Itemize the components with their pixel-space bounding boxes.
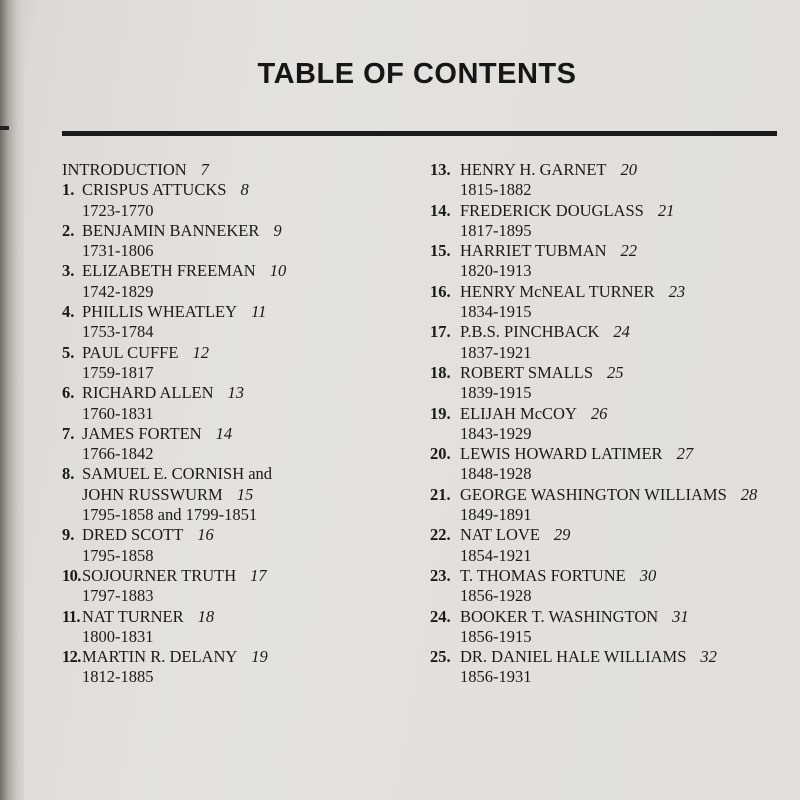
toc-entry-number: 6. — [62, 383, 75, 403]
toc-entry-name: P.B.S. PINCHBACK — [460, 322, 600, 342]
toc-page-number: 8 — [240, 180, 249, 200]
toc-entry-name: PHILLIS WHEATLEY — [82, 302, 238, 322]
toc-entry[interactable] — [62, 464, 422, 525]
toc-entry[interactable] — [62, 383, 422, 424]
toc-entry-years: 1817-1895 — [460, 220, 532, 240]
toc-column-left — [62, 160, 422, 688]
toc-entry-years: 1812-1885 — [82, 667, 154, 687]
toc-entry-number: 12. — [62, 647, 81, 667]
toc-entry-name: JAMES FORTEN — [82, 423, 202, 443]
toc-entry[interactable] — [62, 424, 422, 465]
toc-entry-number: 9. — [62, 525, 75, 545]
toc-page-number: 14 — [215, 423, 233, 443]
toc-entry-number: 13. — [430, 160, 451, 179]
toc-entry[interactable] — [430, 363, 800, 404]
toc-entry-years: 1759-1817 — [82, 362, 154, 382]
toc-entry[interactable] — [430, 160, 800, 201]
page-gutter-shadow — [0, 0, 24, 800]
toc-entry-number: 2. — [62, 220, 75, 240]
toc-entry-name: SAMUEL E. CORNISH and — [82, 464, 273, 484]
toc-entry[interactable] — [430, 201, 800, 242]
toc-entry-name: GEORGE WASHINGTON WILLIAMS — [460, 484, 727, 504]
margin-mark — [0, 126, 9, 130]
toc-entry-number: 22. — [430, 525, 451, 545]
toc-page-number: 32 — [700, 647, 717, 667]
toc-entry[interactable] — [430, 444, 800, 485]
toc-entry-number: 25. — [430, 647, 451, 667]
toc-entry-number: 10. — [62, 565, 81, 585]
toc-entry-number: 16. — [430, 281, 451, 301]
toc-entry-number: 14. — [430, 200, 451, 220]
toc-entry-number: 4. — [62, 302, 75, 322]
toc-entry-years: 1797-1883 — [82, 586, 154, 606]
toc-column-right — [430, 160, 800, 688]
toc-entry-name: HENRY McNEAL TURNER — [460, 281, 655, 301]
toc-entry-name: PAUL CUFFE — [82, 342, 179, 362]
toc-entry-name: DRED SCOTT — [82, 525, 184, 545]
toc-entry[interactable] — [62, 343, 422, 384]
toc-entry-years: 1766-1842 — [82, 444, 154, 464]
toc-entry-number: 7. — [62, 423, 75, 443]
toc-entry-number: 3. — [62, 261, 75, 281]
toc-entry[interactable] — [430, 241, 800, 282]
toc-entry[interactable] — [62, 261, 422, 302]
toc-entry[interactable] — [62, 302, 422, 343]
toc-entry-name: T. THOMAS FORTUNE — [460, 565, 626, 585]
toc-entry-number: 1. — [62, 180, 75, 200]
toc-entry-years: 1856-1928 — [460, 586, 532, 606]
toc-entry-name: ELIZABETH FREEMAN — [82, 261, 256, 281]
toc-entry[interactable] — [62, 180, 422, 221]
toc-entry-number: 5. — [62, 342, 75, 362]
toc-page-number: 23 — [668, 281, 686, 301]
toc-entry-years: 1843-1929 — [460, 423, 532, 443]
toc-entry-number: 8. — [62, 464, 75, 484]
toc-entry-years: 1839-1915 — [460, 383, 532, 403]
toc-page-number: 27 — [676, 444, 694, 464]
toc-entry-number: 23. — [430, 565, 451, 585]
toc-page-number: 18 — [197, 606, 215, 626]
toc-entry-years: 1849-1891 — [460, 505, 532, 525]
toc-entry-name-continued-line — [62, 485, 422, 505]
toc-entry-years: 1856-1931 — [460, 667, 532, 687]
toc-entry[interactable] — [430, 607, 800, 648]
toc-page-number: 10 — [269, 261, 287, 281]
toc-entry-name: NAT TURNER — [82, 606, 184, 626]
toc-entry-name: SOJOURNER TRUTH — [82, 565, 237, 585]
toc-page-number: 26 — [590, 403, 608, 423]
toc-entry-years: 1760-1831 — [82, 403, 154, 423]
toc-entry-number: 24. — [430, 606, 451, 626]
toc-page-number: 21 — [657, 200, 675, 220]
toc-entry-number: 21. — [430, 484, 451, 504]
toc-page-number: 19 — [251, 647, 268, 667]
toc-entry-name: FREDERICK DOUGLASS — [460, 200, 644, 220]
toc-entry-name: INTRODUCTION — [62, 160, 187, 179]
toc-entry[interactable] — [430, 282, 800, 323]
toc-page-number: 11 — [251, 302, 267, 322]
toc-page-number: 15 — [236, 484, 254, 504]
toc-entry-years: 1800-1831 — [82, 626, 154, 646]
toc-entry[interactable] — [430, 566, 800, 607]
toc-page-number: 28 — [740, 484, 758, 504]
toc-entry-number: 18. — [430, 362, 451, 382]
toc-entry[interactable] — [430, 485, 800, 526]
toc-entry-years: 1742-1829 — [82, 281, 154, 301]
toc-entry[interactable] — [62, 607, 422, 648]
toc-entry[interactable] — [62, 647, 422, 688]
toc-page-number: 25 — [607, 362, 624, 382]
toc-entry[interactable] — [430, 404, 800, 445]
toc-entry-years: 1848-1928 — [460, 464, 532, 484]
toc-entry-years: 1815-1882 — [460, 180, 532, 200]
toc-entry-years: 1753-1784 — [82, 322, 154, 342]
toc-page-number: 13 — [227, 383, 245, 403]
toc-entry-number: 15. — [430, 241, 451, 261]
toc-page-number: 22 — [620, 241, 638, 261]
toc-entry-name: MARTIN R. DELANY — [82, 647, 238, 667]
toc-entry-years: 1837-1921 — [460, 342, 532, 362]
toc-entry-number: 19. — [430, 403, 451, 423]
page-title: TABLE OF CONTENTS — [257, 58, 577, 90]
title-rule — [62, 131, 777, 136]
toc-page-number: 20 — [620, 160, 638, 179]
toc-entry-name: HENRY H. GARNET — [460, 160, 607, 179]
toc-entry[interactable] — [62, 566, 422, 607]
toc-entry-years: 1731-1806 — [82, 241, 154, 261]
toc-entry[interactable] — [62, 525, 422, 566]
toc-page-number: 29 — [553, 525, 571, 545]
toc-entry[interactable] — [430, 322, 800, 363]
toc-page-number: 17 — [250, 565, 267, 585]
toc-entry-name-continued: JOHN RUSSWURM — [82, 484, 223, 504]
toc-entry-name: RICHARD ALLEN — [82, 383, 214, 403]
toc-entry-years: 1820-1913 — [460, 261, 532, 281]
toc-entry-name: LEWIS HOWARD LATIMER — [460, 444, 663, 464]
toc-entry-name: DR. DANIEL HALE WILLIAMS — [460, 647, 687, 667]
toc-entry-number: 17. — [430, 322, 451, 342]
toc-entry-years: 1856-1915 — [460, 626, 532, 646]
toc-entry[interactable] — [430, 647, 800, 688]
toc-entry-years: 1795-1858 — [82, 545, 154, 565]
toc-page-number: 9 — [273, 220, 282, 240]
toc-entry-name: ELIJAH McCOY — [460, 403, 577, 423]
toc-introduction[interactable] — [62, 160, 422, 180]
toc-entry[interactable] — [62, 221, 422, 262]
toc-page-number: 12 — [192, 342, 209, 362]
toc-page-number: 7 — [200, 160, 209, 179]
toc-entry-years: 1834-1915 — [460, 302, 532, 322]
toc-entry-years: 1723-1770 — [82, 200, 154, 220]
toc-page-number: 31 — [672, 606, 689, 626]
toc-entry-years: 1854-1921 — [460, 545, 532, 565]
toc-entry-name: CRISPUS ATTUCKS — [82, 180, 227, 200]
toc-entry-years: 1795-1858 and 1799-1851 — [82, 505, 258, 525]
toc-entry[interactable] — [430, 525, 800, 566]
toc-entry-number: 20. — [430, 444, 451, 464]
toc-entry-name: BOOKER T. WASHINGTON — [460, 606, 659, 626]
toc-entry-name: ROBERT SMALLS — [460, 362, 594, 382]
toc-page-number: 24 — [613, 322, 630, 342]
toc-entry-name: HARRIET TUBMAN — [460, 241, 607, 261]
toc-entry-name: BENJAMIN BANNEKER — [82, 220, 260, 240]
toc-page-number: 30 — [639, 565, 657, 585]
toc-page-number: 16 — [197, 525, 214, 545]
toc-entry-number: 11. — [62, 606, 80, 626]
toc-entry-name: NAT LOVE — [460, 525, 540, 545]
